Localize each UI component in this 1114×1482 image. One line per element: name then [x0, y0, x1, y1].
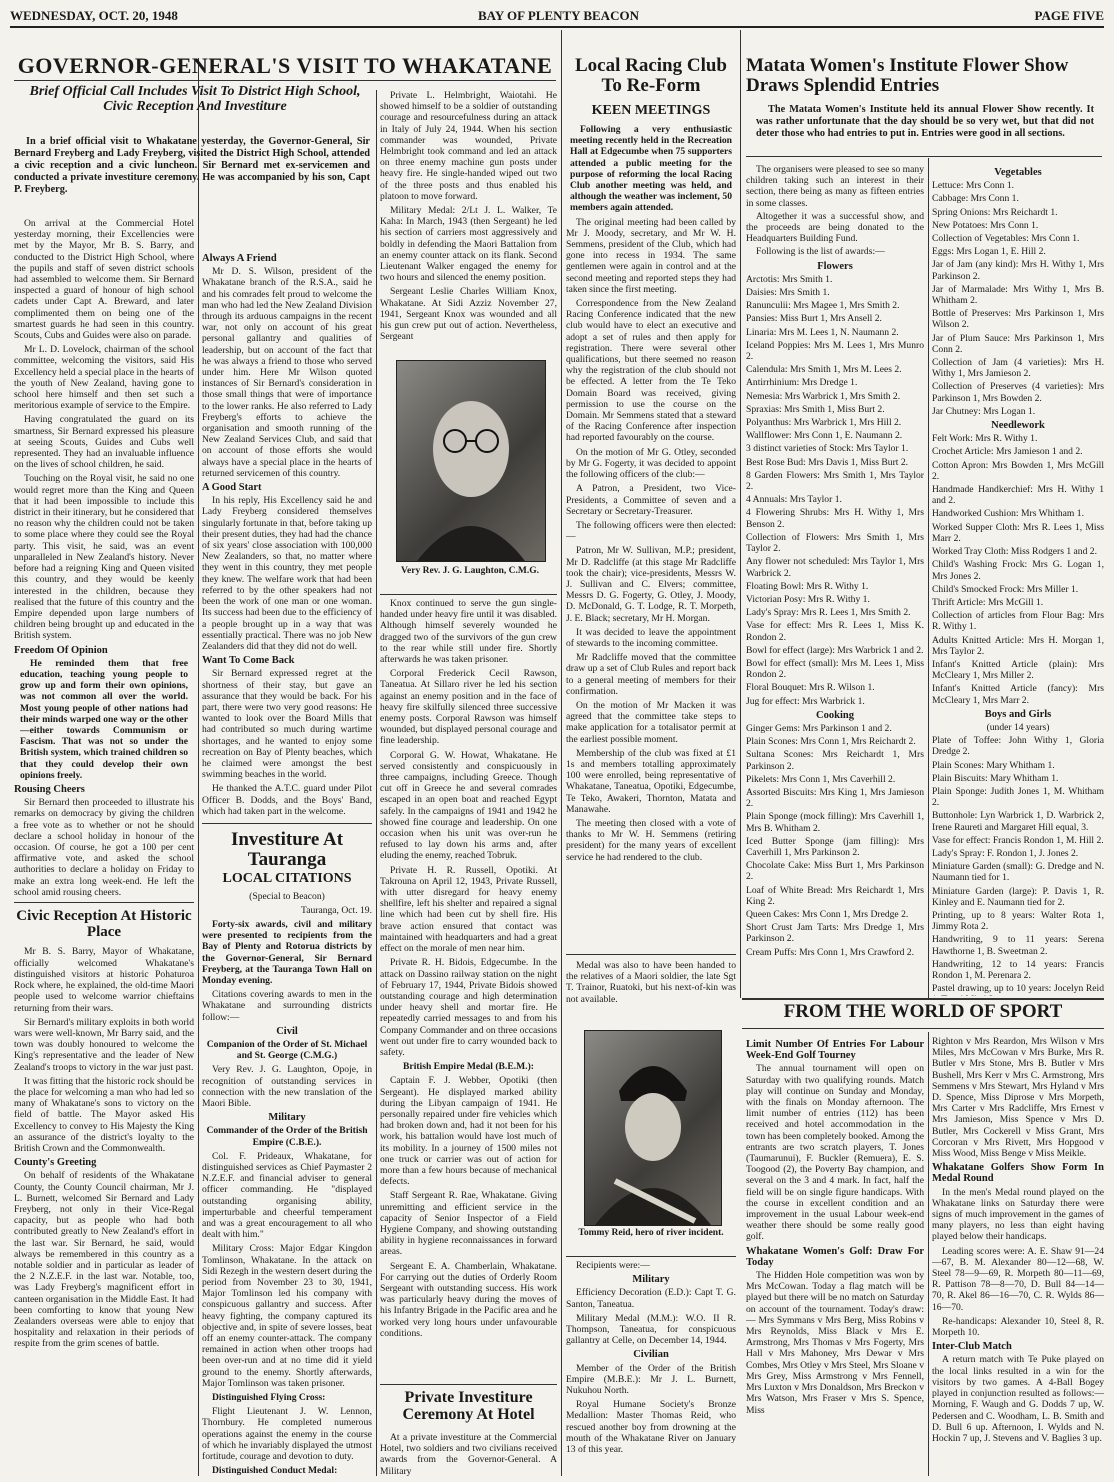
award-entry: Pansies: Miss Burt 1, Mrs Ansell 2. — [746, 313, 882, 325]
tauranga-column-3-bottom — [380, 598, 557, 1393]
award-entry: Collection of Preserves (4 varieties): Mrs Parkinson 1, Mrs Bowden 2. — [932, 381, 1104, 404]
paragraph: A Patron, a President, two Vice-Presidents, a Committee of seven and a Secretary or Secretary-Treasurer. — [566, 483, 736, 517]
military-heading: Military — [632, 1274, 670, 1286]
divider — [742, 998, 1104, 1000]
award-entry: Cream Puffs: Mrs Conn 1, Mrs Crawford 2. — [746, 946, 914, 958]
sport-banner: FROM THE WORLD OF SPORT — [783, 1001, 1063, 1022]
paragraph: The Hidden Hole competition was won by Mrs McCowan. Today a flag match will be played but there will be no match on Saturday on account of the tournament. Today's draw:— Mrs Symmans v Mrs Berg, Miss Robins v Mrs Reynolds, Miss Black v Mrs E. Armstrong, Mrs Thomas v Mrs Fogerty, Mrs Hall v Mrs Mahoney, Mrs Dewar v Mrs Combes, Mrs Otley v Mrs Steel, Mrs Sloane v Mrs Grey, Miss Armstrong v Mrs Fennell, Mrs Luxton v Mrs Donaldson, Mrs Breckon v Mrs Watson, Mrs Fraser v Mrs S. Spence, Miss — [746, 1270, 924, 1416]
paragraph: On behalf of residents of the Whakatane County, the County Council chairman, Mr J. L. Burnett, welcomed Sir Bernard and Lady Freyberg, not only in their Vice-Regal capacity, but as people who had both contributed greatly to New Zealand's effort in the last war. Sir Bernard, he said, would always be remembered in this country as a notable soldier and in particular as leader of the 2 N.Z.E.F. in the last war. Notable, too, was Lady Freyberg's magnificent effort in canteen organisation in the Middle East. It had been comforting to know that young New Zealanders overseas were able to enjoy that hospitality and relaxation in their periods of respite from the grim scenes of battle. — [14, 1170, 194, 1350]
paragraph: Touching on the Royal visit, he said no one would regret more than the King and Queen that it had been impossible to include this district in their itinerary, but he considered that no reason why the children could not be taken to some place where they could see the Royal party. This visit, he said, was an event unparalleled in New Zealand's history. Never before had a reigning King and Queen visited this country, and they would be keenly interested in the children, because they realised that the future of this country and the Empire depended upon large numbers of children being brought up and educated in the British system. — [14, 473, 194, 642]
award-entry: Iced Butter Sponge (jam filling): Mrs Caverhill 1, Mrs Parkinson 2. — [746, 835, 924, 858]
tauranga-column-3-top — [380, 90, 557, 352]
issue-date: WEDNESDAY, OCT. 20, 1948 — [10, 8, 178, 23]
award-entry: 8 Garden Flowers: Mrs Smith 1, Mrs Taylor 2. — [746, 469, 924, 493]
sport-column-1 — [746, 1036, 924, 1480]
award-entry: Ranunculii: Mrs Magee 1, Mrs Smith 2. — [746, 300, 900, 312]
award-entry: Thrift Article: Mrs McGill 1. — [932, 596, 1044, 608]
divider — [746, 156, 1102, 157]
cmg-heading: Companion of the Order of St. Michael and St. George (C.M.G.) — [206, 1038, 368, 1062]
portrait-illustration — [585, 1031, 721, 1225]
award-entry: Collection of Vegetables: Mrs Conn 1. — [932, 233, 1080, 245]
paragraph: In his reply, His Excellency said he and Lady Freyberg considered themselves singularly fortunate in that, before taking up their present duties, they had had the chance of six years' close association with 100,000 New Zealanders, so that, no matter where they went in this country, they met people they knew. The welfare work that had been referred to by the other speakers had not been the work of one man or one woman. Its success had been due to the efficiency of a people brought up in a way that was essentially practical. There was no job New Zealanders did that they did not do well. — [202, 495, 372, 652]
award-entry: Jar of Marmalade: Mrs Withy 1, Mrs B. Whitham 2. — [932, 283, 1104, 307]
paragraph: Member of the Order of the British Empire (M.B.E.): Mr J. L. Burnett, Nukuhou North. — [566, 1362, 736, 1397]
tommy-reid-portrait — [584, 1030, 722, 1226]
column-rule — [740, 30, 741, 998]
paragraph: Correspondence from the New Zealand Racing Conference indicated that the new club would have to elect an executive and adopt a set of rules and then apply for registration. There were several other qualifications, but there seemed no reason why the registration of the club should not be effected. A letter from the Te Teko Domain Board was received, giving permission to use the course on the Domain. Mr Semmens stated that a steward of the Racing Conference after inspection had reported favourably on the course. — [566, 298, 736, 444]
award-entry: Spraxias: Mrs Smith 1, Miss Burt 2. — [746, 403, 885, 415]
paragraph: Military Medal (M.M.): W.O. II R. Thompson, Taneatua, for conspicuous gallantry at Celle, on December 14, 1944. — [566, 1312, 736, 1347]
paragraph: On the motion of Mr G. Otley, seconded by Mr G. Fogerty, it was decided to appoint the following officers of the club:— — [566, 446, 736, 481]
rousing-heading: Rousing Cheers — [14, 783, 85, 795]
award-entry: 4 Annuals: Mrs Taylor 1. — [746, 494, 842, 506]
portrait-illustration — [397, 361, 545, 561]
award-entry: Handworked Cushion: Mrs Whitham 1. — [932, 508, 1084, 520]
vegetables-heading: Vegetables — [994, 167, 1042, 178]
award-entry: Handmade Handkerchief: Mrs H. Withy 1 and 2. — [932, 484, 1104, 507]
racing-headline: Local Racing Club To Re-Form — [574, 55, 728, 96]
paragraph: The original meeting had been called by Mr J. Moody, secretary, and Mr W. H. Semmens, president of the Club, which had gone into recess in 1934. The same gentlemen were again in control and at the second meeting and reported steps they had taken since the first meeting. — [566, 216, 736, 295]
award-entry: Floating Bowl: Mrs R. Withy 1. — [746, 580, 869, 592]
award-entry: Victorian Posy: Mrs R. Withy 1. — [746, 593, 870, 605]
boys-girls-subhead: (under 14 years) — [986, 721, 1050, 733]
paragraph: Private L. Helmbright, Waiotahi. He showed himself to be a soldier of outstanding courage and resourcefulness during an attack in Italy of July 24, 1944. When his section commander was wounded, Private Helmbright took command and led an attack on three enemy machine gun posts under heavy fire. He single-handed wiped out two of the three posts and thus enabled his platoon to move forward. — [380, 90, 557, 202]
paragraph: Col. F. Prideaux, Whakatane, for distinguished services as Chief Paymaster 2 N.Z.E.F. and financial adviser to general officer commanding. He "displayed outstanding organising ability, imperturbable and cheerful temperament and was a great encouragement to all who dealt with him." — [202, 1150, 372, 1241]
divider — [380, 594, 557, 595]
award-entry: Buttonhole: Lyn Warbrick 1, D. Warbrick 2, Irene Raureti and Margaret Hill equal, 3. — [932, 810, 1104, 833]
matata-lead: The Matata Women's Institute held its annual Flower Show recently. It was rather unfortunate that the day should be so very wet, but that did not deter those who had entries to put in. Entries were good in all sections. — [756, 104, 1094, 139]
award-entry: Vase for effect: Mrs R. Lees 1, Miss K. Rondon 2. — [746, 620, 924, 643]
paragraph: Very Rev. J. G. Laughton, Opoje, in recognition of outstanding services in connection with the new translation of the Maori Bible. — [202, 1064, 372, 1109]
inter-club-heading: Inter-Club Match — [932, 1341, 1012, 1353]
award-entry: Plain Scones: Mary Whitham 1. — [932, 759, 1055, 771]
dateline: Tauranga, Oct. 19. — [301, 904, 372, 916]
laughton-portrait — [396, 360, 546, 562]
boys-girls-heading: Boys and Girls — [984, 708, 1052, 720]
award-entry: Polyanthus: Mrs Warbrick 1, Mrs Hill 2. — [746, 417, 902, 429]
paragraph: Re-handicaps: Alexander 10, Steel 8, R. Morpeth 10. — [932, 1315, 1104, 1339]
award-entry: 3 distinct varieties of Stock: Mrs Taylor 1. — [746, 443, 909, 455]
county-heading: County's Greeting — [14, 1157, 97, 1169]
award-entry: Floral Bouquet: Mrs R. Wilson 1. — [746, 682, 875, 694]
paragraph: It was fitting that the historic rock should be the place for welcoming a man who had led so many of Whakatane's sons to victory on the field of battle. The Mayor asked His Excellency to convey to His Majesty the King an assurance of the district's loyalty to the British Crown and the Commonwealth. — [14, 1075, 194, 1154]
friend-heading: Always A Friend — [202, 253, 277, 264]
award-entry: Worked Tray Cloth: Miss Rodgers 1 and 2. — [932, 546, 1097, 558]
freedom-heading: Freedom Of Opinion — [14, 644, 108, 656]
award-entry: Best Rose Bud: Mrs Davis 1, Miss Burt 2. — [746, 456, 909, 468]
paragraph: Corporal G. W. Howat, Whakatane. He served consistently and conspicuously in three campaigns, including Greece. Though cut off in Greece he and several comrades escaped in an open boat and reached Egypt safely. In the campaigns of 1941 and 1942 he showed fine courage and leadership. On one occasion when his unit was over-run he refused to lay down his arms and, after eluding the enemy, reached Tobruk. — [380, 749, 557, 862]
award-entry: Collection of Flowers: Mrs Smith 1, Mrs Taylor 2. — [746, 531, 924, 555]
award-entry: Spring Onions: Mrs Reichardt 1. — [932, 206, 1058, 218]
award-entry: Any flower not scheduled: Mrs Taylor 1, Mrs Warbrick 2. — [746, 556, 924, 579]
civilian-heading: Civilian — [633, 1349, 669, 1361]
golf-heading: Limit Number Of Entries For Labour Week-End Golf Tourney — [746, 1039, 924, 1062]
award-entry: Worked Supper Cloth: Mrs R. Lees 1, Miss Marr 2. — [932, 521, 1104, 544]
paragraph: The annual tournament will open on Saturday with two qualifying rounds. Match play will continue on Sunday and Monday, with the finals on Monday afternoon. The limit number of entries (112) has been received and hotel accommodation in the town has been completely booked. Among the entrants are two scratch players, T. Jones (Taumarunui), F. Buckler (Remuera), E. S. Toogood (2), the Poverty Bay champion, and several on the 3 and 4 mark. In fact, half the field will be on single figure handicaps. With the course in excellent condition and an improvement in the usual Labour week-end weather there should be some really good golf. — [746, 1063, 924, 1243]
paragraph: Recipients were:— — [576, 1260, 650, 1271]
freedom-quote: He reminded them that free education, teaching young people to grow up and form their own opinions, was not common all over the world. Most young people of other nations had their minds warped one way or the other—either towards Communism or Fascism. That was not so under the British system, which trained children so that they could develop their own opinions freely. — [20, 657, 188, 781]
paragraph: Sergeant E. A. Chamberlain, Whakatane. For carrying out the duties of Orderly Room Sergeant with outstanding success. His work was particularly heavy during the moves of his Infantry Brigade in the Pacific area and he worked very long hours under unfavourable conditions. — [380, 1260, 557, 1339]
paragraph: Royal Humane Society's Bronze Medallion: Master Thomas Reid, who rescued another boy from drowning at the mouth of the Whakatane River on January 13 of this year. — [566, 1399, 736, 1456]
award-entry: Wallflower: Mrs Conn 1, E. Naumann 2. — [746, 430, 903, 442]
paragraph: Private H. R. Russell, Opotiki. At Takrouna on April 12, 1943, Private Russell, with utter disregard for heavy enemy shellfire, left his shelter and repaired a signal line which had been cut by shell fire. His brave action ensured that contact was maintained with headquarters and had a great effect on the morale of men near him. — [380, 864, 557, 955]
divider — [742, 1028, 1104, 1029]
recipients-column — [566, 1260, 736, 1480]
award-entry: Vase for effect: Francis Rondon 1, M. Hill 2. — [932, 834, 1104, 846]
gg-lead: In a brief official visit to Whakatane yesterday, the Governor-General, Sir Bernard Freyberg and Lady Freyberg, visited the District High School, attended a civic reception and a civic luncheon. Sir Bernard met ex-servicemen and conducted a private investiture ceremony. He was accompanied by his son, Capt P. Freyberg. — [14, 136, 370, 195]
award-entry: Sultana Scones: Mrs Reichardt 1, Mrs Parkinson 2. — [746, 749, 924, 772]
medal-round-heading: Whakatane Golfers Show Form In Medal Round — [932, 1162, 1104, 1185]
award-entry: Miniature Garden (large): P. Davis 1, R. Kinley and E. Naumann tied for 2. — [932, 885, 1104, 908]
sport-column-2 — [932, 1036, 1104, 1480]
award-entry: Lady's Spray: F. Rondon 1, J. Jones 2. — [932, 847, 1079, 859]
masthead — [10, 4, 1104, 28]
award-entry: Assorted Biscuits: Mrs King 1, Mrs Jamieson 2. — [746, 786, 924, 810]
paragraph: On arrival at the Commercial Hotel yesterday morning, their Excellencies were met by the Mayor, Mr B. S. Barry, and conducted to the District High School, where the pupils and staff of seven district schools had assembled to welcome them. Sir Bernard inspected a guard of honour of high school cadets under Capt A. Breward, and later complimented them on being one of the smartest guards he had seen in this country. Scouts, Cubs and Guides were also on parade. — [14, 218, 194, 342]
awards-column-1 — [746, 164, 924, 996]
racing-subhead: KEEN MEETINGS — [591, 103, 711, 118]
divider — [380, 1384, 557, 1385]
womens-golf-heading: Whakatane Women's Golf: Draw For Today — [746, 1245, 924, 1268]
column-rule — [198, 58, 199, 1476]
award-entry: Printing, up to 8 years: Walter Rota 1, Jimmy Rota 2. — [932, 909, 1104, 933]
award-entry: Iceland Poppies: Mrs M. Lees 1, Mrs Munro 2. — [746, 339, 924, 363]
paragraph: Private R. H. Bidois, Edgecumbe. In the attack on Dassino railway station on the night of February 17, 1944, Private Bidois showed outstanding courage and high determination under heavy shell and mortar fire. He repeatedly carried messages to and from his Company Commander and on three occasions went out under fire to carry wounded back to safety. — [380, 957, 557, 1058]
award-entry: Bottle of Preserves: Mrs Parkinson 1, Mrs Wilson 2. — [932, 308, 1104, 331]
award-entry: Jug for effect: Mrs Warbrick 1. — [746, 695, 865, 707]
award-entry: 4 Flowering Shrubs: Mrs H. Withy 1, Mrs Benson 2. — [746, 507, 924, 530]
award-entry: Jar of Plum Sauce: Mrs Parkinson 1, Mrs Conn 2. — [932, 332, 1104, 355]
tauranga-headline: Investiture At Tauranga — [230, 828, 344, 870]
award-entry: Adults Knitted Article: Mrs H. Morgan 1, Mrs Taylor 2. — [932, 634, 1104, 657]
award-entry: Plain Scones: Mrs Conn 1, Mrs Reichardt 2. — [746, 736, 916, 748]
award-entry: Calendula: Mrs Smith 1, Mrs M. Lees 2. — [746, 364, 902, 376]
award-entry: Plain Sponge (mock filling): Mrs Caverhill 1, Mrs B. Whitham 2. — [746, 811, 924, 834]
paragraph: It was decided to leave the appointment of stewards to the incoming committee. — [566, 626, 736, 649]
private-column — [380, 1432, 557, 1480]
start-heading: A Good Start — [202, 482, 262, 494]
cooking-heading: Cooking — [816, 709, 854, 721]
award-entry: Chocolate Cake: Miss Burt 1, Mrs Parkinson 2. — [746, 860, 924, 883]
divider — [566, 1256, 736, 1257]
award-entry: New Potatoes: Mrs Conn 1. — [932, 219, 1039, 231]
award-entry: Collection of Jam (4 varieties): Mrs H. Withy 1, Mrs Jamieson 2. — [932, 357, 1104, 380]
award-entry: Handwriting, 12 to 14 years: Francis Rondon 1, M. Perenara 2. — [932, 958, 1104, 981]
paragraph: Corporal Frederick Cecil Rawson, Taneatua. At Sillaro river he led his section against an enemy position and in the face of heavy fire skilfully silenced three successive enemy posts. Corporal Rawson was himself wounded, but displayed personal courage and fine leadership. — [380, 668, 557, 747]
medal-column — [566, 960, 736, 1030]
award-entry: Felt Work: Mrs R. Withy 1. — [932, 433, 1038, 445]
gg-subhead: Brief Official Call Includes Visit To District High School, Civic Reception And Investiture — [29, 84, 361, 114]
award-entry: Queen Cakes: Mrs Conn 1, Mrs Dredge 2. — [746, 908, 909, 920]
vegetables-list — [932, 180, 1104, 417]
paragraph: Flight Lieutenant J. W. Lennon, Thornbury. He completed numerous operations against the enemy in the course of which he invariably displayed the utmost fortitude, courage and devotion to duty. — [202, 1406, 372, 1463]
dcm-heading: Distinguished Conduct Medal: — [212, 1465, 338, 1477]
paragraph: Sir Bernard then proceeded to illustrate his remarks on democracy by giving the children a free vote as to whether or not he should declare a school holiday in honour of the occasion. Of course, he got a 100 per cent affirmative vote, and asked the school authorities to declare a holiday on Friday to make an extra long week-end. He left the school amid rousing cheers. — [14, 797, 194, 898]
paragraph: Sir Bernard's military exploits in both world wars were well-known, Mr Barry said, and the town was doubly honoured to welcome the King's representative and the leader of New Zealand's troops to victory in the war just past. — [14, 1016, 194, 1073]
matata-headline: Matata Women's Institute Flower Show Draws Splendid Entries — [746, 55, 1069, 96]
paragraph: Efficiency Decoration (E.D.): Capt T. G. Santon, Taneatua. — [566, 1287, 736, 1310]
racing-column — [566, 124, 736, 954]
needlework-heading: Needlework — [991, 420, 1045, 432]
award-entry: Infant's Knitted Article (fancy): Mrs McCleary 1, Mrs Marr 2. — [932, 683, 1104, 706]
award-entry: Plain Sponge: Judith Jones 1, M. Whitham 2. — [932, 785, 1104, 809]
gg-column-1 — [14, 218, 194, 1480]
flowers-list — [746, 274, 924, 707]
paragraph: Sir Bernard expressed regret at the shortness of their stay, but gave an assurance that they would be back. For his part, there were two very good reasons: He wanted to look over the Board Mills that had contributed so much during wartime shortages, and he wanted to enjoy some recreation on Bay of Plenty beaches, which he claimed were amongst the best swimming beaches in the world. — [202, 668, 372, 781]
tommy-reid-caption: Tommy Reid, hero of river incident. — [578, 1228, 724, 1238]
paragraph: On the motion of Mr Macken it was agreed that the committee take steps to make application for a totalisator permit at the earliest possible moment. — [566, 699, 736, 745]
award-entry: Miniature Garden (small): G. Dredge and N. Naumann tied for 1. — [932, 861, 1104, 884]
paragraph: Medal was also to have been handed to the relatives of a Maori soldier, the late Sgt T. Trainor, Ruatoki, but his next-of-kin was not available. — [566, 960, 736, 1005]
award-entry: Plain Biscuits: Mary Whitham 1. — [932, 772, 1059, 784]
divider — [566, 954, 736, 955]
dfc-heading: Distinguished Flying Cross: — [212, 1392, 326, 1404]
divider — [202, 823, 372, 824]
paper-name: BAY OF PLENTY BEACON — [478, 8, 639, 23]
boys-girls-list — [932, 735, 1104, 996]
award-entry: Child's Smocked Frock: Mrs Miller 1. — [932, 583, 1079, 595]
award-entry: Loaf of White Bread: Mrs Reichardt 1, Mrs King 2. — [746, 884, 924, 907]
award-entry: Ginger Gems: Mrs Parkinson 1 and 2. — [746, 722, 892, 734]
paragraph: Sergeant Leslie Charles William Knox, Whakatane. At Sidi Azziz November 27, 1941, Sergeant Knox was wounded and all his gun crew put out of action. Nevertheless, Sergeant — [380, 286, 557, 343]
paragraph: Mr L. D. Lovelock, chairman of the school committee, welcoming the visitors, said His Excellency held a special place in the hearts of the youth of New Zealand, having gone to school here himself and then set such a meritorious example of service to the Empire. — [14, 344, 194, 412]
paragraph: Staff Sergeant R. Rae, Whakatane. Giving unremitting and efficient service in the capacity of Senior Inspector of a Field Hygiene Company, and showing outstanding ability in hygiene reconnaissances in forward areas. — [380, 1190, 557, 1258]
award-entry: Jar Chutney: Mrs Logan 1. — [932, 405, 1036, 417]
private-headline: Private Investiture Ceremony At Hotel — [402, 1389, 535, 1423]
paragraph: In the men's Medal round played on the Whakatane links on Saturday there were signs of much improvement in the games of many players, no less than eight having played below their handicaps. — [932, 1186, 1104, 1243]
award-entry: Antirrhinium: Mrs Dredge 1. — [746, 377, 858, 389]
paragraph: Patron, Mr W. Sullivan, M.P.; president, Mr D. Radcliffe (at this stage Mr Radcliffe took the chair); vice-presidents, Messrs W. J. Sullivan and C. Elvers; committee, Messrs D. G. Fogerty, G. Otley, J. Moody, D. McDonald, G. T. Lodge, R. T. Morpeth, J. E. Black; secretary, Mr H. Morgan. — [566, 545, 736, 624]
cooking-list — [746, 723, 924, 958]
gg-column-2 — [202, 250, 372, 1480]
paragraph: Righton v Mrs Reardon, Mrs Wilson v Mrs Miles, Mrs McCowan v Mrs Burke, Mrs R. Butler v Mrs Stone, Mrs B. Butler v Mrs Bushell, Mrs Kerr v Mrs C. Armstrong, Mrs Semmens v Mrs Stewart, Mrs Hyland v Mrs D. Spence, Miss Diprose v Mrs Morpeth, Mrs Carter v Mrs Radcliffe, Mrs Ernest v Mrs Jamieson, Miss Spence v Mrs D. Butler, Mrs Cockerell v Miss Grant, Mrs Corcoran v Mrs Rivett, Mrs Hopgood v Miss Wood, Miss Benge v Miss Meikle. — [932, 1036, 1104, 1160]
divider — [14, 80, 556, 81]
paragraph: Knox continued to serve the gun single-handed under heavy fire until it was disabled. Although himself severely wounded he dragged two of the survivors of the gun crew to the rear while still under fire. Shortly afterwards he was taken prisoner. — [380, 598, 557, 666]
award-entry: Lady's Spray: Mrs R. Lees 1, Mrs Smith 2. — [746, 607, 911, 619]
needlework-list — [932, 433, 1104, 705]
tauranga-subhead: LOCAL CITATIONS — [222, 870, 352, 886]
civic-heading: Civic Reception At Historic Place — [16, 907, 192, 940]
award-entry: Pikelets: Mrs Conn 1, Mrs Caverhill 2. — [746, 773, 896, 785]
award-entry: Cabbage: Mrs Conn 1. — [932, 193, 1019, 205]
paragraph: Military Medal: 2/Lt J. L. Walker, Te Kaha: In March, 1943 (then Sergeant) he led his section of carriers most aggressively and boldly in defending the Maori Battalion from an enemy counter attack on its flank. Second Lieutenant Walker engaged the enemy for two hours and silenced the enemy position. — [380, 205, 557, 284]
award-entry: Handwriting, 9 to 11 years: Serena Hawthorne 1, B. Sweetman 2. — [932, 934, 1104, 957]
paragraph: Mr Radcliffe moved that the committee draw up a set of Club Rules and report back to a general meeting of members for their confirmation. — [566, 652, 736, 697]
award-entry: Infant's Knitted Article (plain): Mrs McCleary 1, Mrs Miller 2. — [932, 658, 1104, 682]
flowers-heading: Flowers — [817, 260, 853, 272]
award-entry: Bowl for effect (small): Mrs M. Lees 1, Miss Rondon 2. — [746, 657, 924, 681]
award-entry: Collection of articles from Flour Bag: Mrs R. Withy 1. — [932, 610, 1104, 633]
column-rule — [561, 30, 562, 1476]
cbe-heading: Commander of the Order of the British Empire (C.B.E.). — [206, 1125, 368, 1148]
award-entry: Daisies: Mrs Smith 1. — [746, 287, 830, 299]
award-entry: Crochet Article: Mrs Jamieson 1 and 2. — [932, 446, 1083, 458]
gg-headline: GOVERNOR-GENERAL'S VISIT TO WHAKATANE — [17, 53, 553, 78]
paragraph: The meeting then closed with a vote of thanks to Mr W. H. Semmens (retiring president) for the many years of excellent service he had rendered to the club. — [566, 817, 736, 863]
award-entry: Arctotis: Mrs Smith 1. — [746, 273, 833, 285]
award-entry: Plate of Toffee: John Withy 1, Gloria Dredge 2. — [932, 735, 1104, 758]
award-entry: Linaria: Mrs M. Lees 1, N. Naumann 2. — [746, 326, 899, 338]
paragraph: He thanked the A.T.C. guard under Pilot Officer B. Dodds, and the Boys' Band, which had taken part in the welcome. — [202, 783, 372, 817]
military-heading: Military — [268, 1112, 306, 1124]
special-note: (Special to Beacon) — [249, 890, 325, 902]
paragraph: Leading scores were: A. E. Shaw 91—24—67, B. M. Alexander 80—12—68, W. Steel 78—9—69, R. Morpeth 80—11—69, R. Pattison 78—8—70, D. Bull 84—14—70, R. Akel 86—16—70, C. R. Wylds 86—16—70. — [932, 1245, 1104, 1313]
column-rule — [376, 90, 377, 1476]
column-rule — [928, 1032, 929, 1476]
bem-heading: British Empire Medal (B.E.M.): — [403, 1061, 534, 1073]
award-entry: Nemesia: Mrs Warbrick 1, Mrs Smith 2. — [746, 390, 901, 402]
award-entry: Short Crust Jam Tarts: Mrs Dredge 1, Mrs Parkinson 2. — [746, 922, 924, 945]
paragraph: The organisers were pleased to see so many children taking such an interest in their section, there being as many as fifteen entries in some classes. — [746, 164, 924, 209]
award-entry: Pastel drawing, up to 10 years: Jocelyn Reid — [932, 983, 1104, 995]
paragraph: Membership of the club was fixed at £1 1s and members totalling approximately 100 were enrolled, being representative of Whakatane, Taneatua, Opotiki, Edgecumbe, Te Teko, Awakeri, Thornton, Matata and Manawahe. — [566, 747, 736, 815]
divider — [14, 902, 194, 903]
column-rule — [928, 158, 929, 998]
paragraph: Mr D. S. Wilson, president of the Whakatane branch of the R.S.A., said he and his comrades felt proud to welcome the man who had led the New Zealand Division through its arduous campaigns in the recent war, not only on account of his great personal gallantry and qualities of leadership, but on account of the fact that he was always a friend to those who served under him. Here Mr Wilson quoted instances of Sir Bernard's consideration in those small things that were of importance to the lower ranks. He also referred to Lady Freyberg's efforts to achieve the organisation and smooth running of the New Zealand Services Club, and said that on account of those efforts she would always have a special place in the hearts of returned servicemen of this country. — [202, 266, 372, 479]
paragraph: Following is the list of awards:— — [756, 246, 885, 258]
back-heading: Want To Come Back — [202, 655, 295, 667]
racing-lead: Following a very enthusiastic meeting recently held in the Recreation Hall at Edgecumbe when 75 supporters attended a public meeting for the purpose of reforming the local Racing Club another meeting was held, and although the weather was inclement, 50 members again attended. — [570, 124, 732, 214]
paragraph: A return match with Te Puke played on the local links resulted in a win for the visitors by two games. A 4-Ball Bogey played in conjunction resulted as follows:— Morning, F. Waugh and G. Dodds 7 up, W. Pedersen and C. Woodham, L. B. Smith and D. Bull 6 up. Afternoon, I. Wylds and N. Hockin 7 up, J. Stevens and V. Baglies 3 up. — [932, 1354, 1104, 1444]
paragraph: At a private investiture at the Commercial Hotel, two soldiers and two civilians received awards from the Governor-General. A Military — [380, 1432, 557, 1477]
paragraph: Military Cross: Major Edgar Kingdon Tomlinson, Whakatane. In the attack on Sidi Rezegh in the western desert during the period from November 23 to 30, 1941, Major Tomlinson led his company with conspicuous gallantry and success. After heavy fighting, the company captured its objective and, in spite of severe losses, beat off an enemy counter-attack. The company remained in action when other troops had been over-run and at no time did it yield ground to the enemy. Shortly afterwards, Major Tomlinson was taken prisoner. — [202, 1243, 372, 1389]
award-entry: Lettuce: Mrs Conn 1. — [932, 180, 1015, 192]
paragraph: Captain F. J. Webber, Opotiki (then Sergeant). He displayed marked ability during the Libyan campaign of 1941. He personally repaired under fire vehicles which had broken down and, had it not been for his work, his battalion would have lost much of its mobility. In a journey of 1500 miles not one truck or carrier was out of action for more than a few hours because of mechanical defects. — [380, 1075, 557, 1188]
page-number: PAGE FIVE — [1034, 8, 1104, 23]
paragraph: Altogether it was a successful show, and the proceeds are being donated to the Headquarters Building Fund. — [746, 210, 924, 245]
paragraph: The following officers were then elected:— — [566, 519, 736, 543]
paragraph: Having congratulated the guard on its smartness, Sir Bernard expressed his pleasure at seeing Scouts, Guides and Cubs well represented. They had an invaluable influence on the lives of school children, he said. — [14, 414, 194, 471]
paragraph: Citations covering awards to men in the Whakatane and surrounding districts follow:— — [202, 989, 372, 1023]
awards-column-2 — [932, 164, 1104, 996]
award-entry: Eggs: Mrs Logan 1, E. Hill 2. — [932, 246, 1046, 258]
laughton-caption: Very Rev. J. G. Laughton, C.M.G. — [401, 566, 539, 576]
award-entry: Bowl for effect (large): Mrs Warbrick 1 and 2. — [746, 644, 924, 656]
tauranga-lead: Forty-six awards, civil and military were presented to recipients from the Bay of Plenty and Rotorua districts by the Governor-General, Sir Bernard Freyberg, at the Tauranga Town Hall on Monday evening. — [202, 918, 372, 986]
paragraph: Mr B. S. Barry, Mayor of Whakatane, officially welcomed Whakatane's distinguished visitors at historic Pohaturoa Rock where, he explained, the old-time Maori people used to welcome warrior chieftains returning from their wars. — [14, 946, 194, 1014]
award-entry: Jar of Jam (any kind): Mrs H. Withy 1, Mrs Parkinson 2. — [932, 259, 1104, 282]
award-entry: Cotton Apron: Mrs Bowden 1, Mrs McGill 2. — [932, 459, 1104, 482]
award-entry: Child's Washing Frock: Mrs G. Logan 1, Mrs Jones 2. — [932, 559, 1104, 582]
civil-heading: Civil — [276, 1025, 298, 1037]
